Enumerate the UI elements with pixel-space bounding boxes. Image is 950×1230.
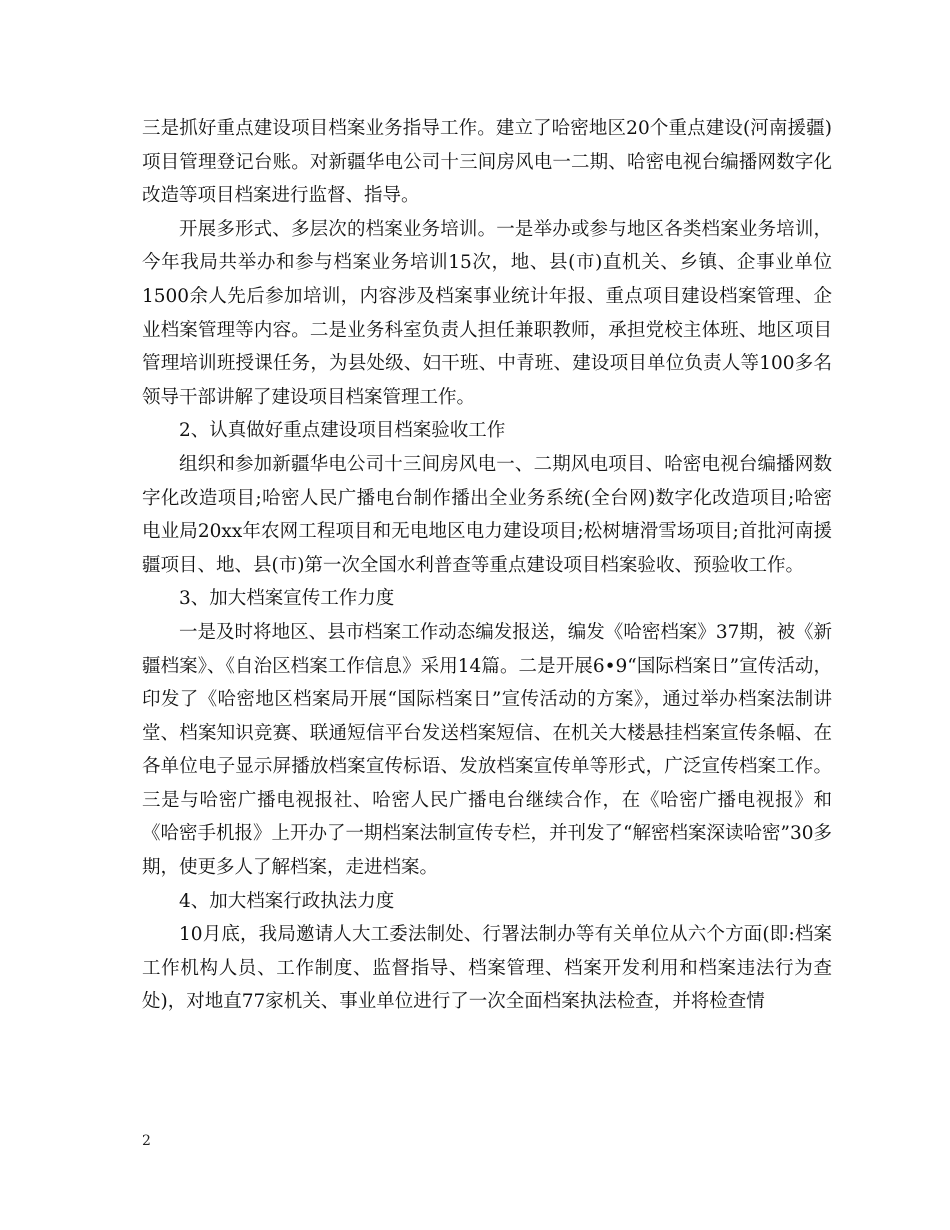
paragraph-law-enforcement: 10月底，我局邀请人大工委法制处、行署法制办等有关单位从六个方面(即:档案工作机构人员、工作制度、监督指导、档案管理、档案开发利用和档案违法行为查处)，对地直77家机关、事业单位进行了一次全面档案执法检查，并将检查情: [142, 924, 832, 1013]
paragraph-project-acceptance: 组织和参加新疆华电公司十三间房风电一、二期风电项目、哈密电视台编播网数字化改造项目;哈密人民广播电台制作播出全业务系统(全台网)数字化改造项目;哈密电业局20xx年农网工程项目和无电地区电力建设项目;松树塘滑雪场项目;首批河南援疆项目、地、县(市)第一次全国水利普查等重点建设项目档案验收、预验收工作。: [142, 453, 832, 576]
paragraph-archive-publicity: 一是及时将地区、县市档案工作动态编发报送，编发《哈密档案》37期，被《新疆档案》、《自治区档案工作信息》采用14篇。二是开展6•9“国际档案日”宣传活动，印发了《哈密地区档案局开展“国际档案日”宣传活动的方案》，通过举办档案法制讲堂、档案知识竞赛、联通短信平台发送档案短信、在机关大楼悬挂档案宣传条幅、在各单位电子显示屏播放档案宣传标语、发放档案宣传单等形式，广泛宣传档案工作。三是与哈密广播电视报社、哈密人民广播电台继续合作，在《哈密广播电视报》和《哈密手机报》上开办了一期档案法制宣传专栏，并刊发了“解密档案深读哈密”30多期，使更多人了解档案，走进档案。: [142, 621, 832, 879]
document-body: [142, 112, 832, 1019]
section-heading-2: 2、认真做好重点建设项目档案验收工作: [179, 420, 506, 442]
section-heading-4: 4、加大档案行政执法力度: [179, 890, 395, 912]
section-heading-3: 3、加大档案宣传工作力度: [179, 588, 395, 610]
paragraph-archive-training: 开展多形式、多层次的档案业务培训。一是举办或参与地区各类档案业务培训，今年我局共举办和参与档案业务培训15次，地、县(市)直机关、乡镇、企事业单位1500余人先后参加培训，内容涉及档案事业统计年报、重点项目建设档案管理、企业档案管理等内容。二是业务科室负责人担任兼职教师，承担党校主体班、地区项目管理培训班授课任务，为县处级、妇干班、中青班、建设项目单位负责人等100多名领导干部讲解了建设项目档案管理工作。: [142, 218, 832, 408]
page-number: 2: [142, 1133, 151, 1149]
paragraph-key-project-guidance: 三是抓好重点建设项目档案业务指导工作。建立了哈密地区20个重点建设(河南援疆)项目管理登记台账。对新疆华电公司十三间房风电一二期、哈密电视台编播网数字化改造等项目档案进行监督、指导。: [142, 118, 832, 207]
